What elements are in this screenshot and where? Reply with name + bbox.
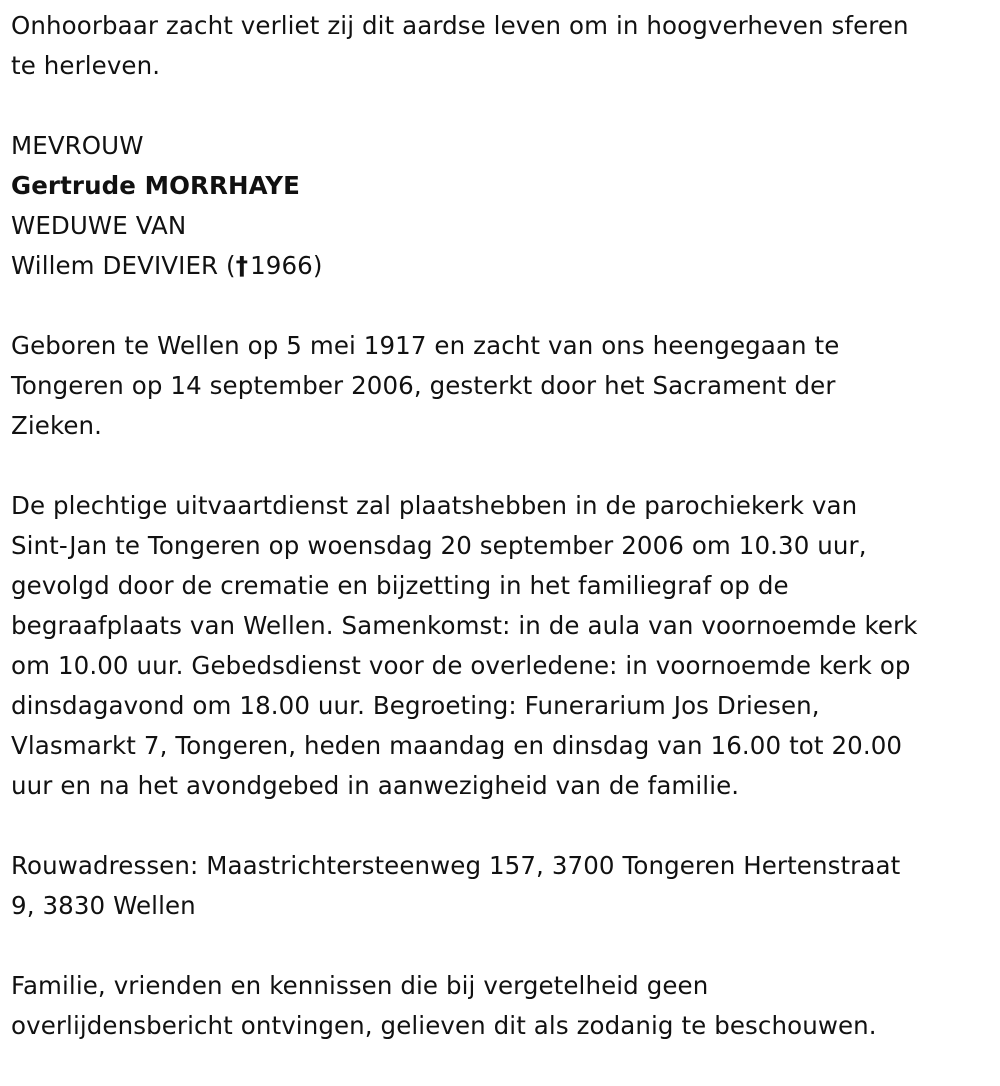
funeral-paragraph: [11, 486, 988, 806]
relation-label: WEDUWE VAN: [11, 211, 187, 240]
funeral-line: Vlasmarkt 7, Tongeren, heden maandag en dinsdag van 16.00 tot 20.00: [11, 731, 903, 760]
deceased-header: [11, 126, 988, 286]
funeral-line: uur en na het avondgebed in aanwezigheid van de familie.: [11, 771, 740, 800]
deceased-name: Gertrude MORRHAYE: [11, 171, 300, 200]
address-line: Rouwadressen: Maastrichtersteenweg 157, 3700 Tongeren Hertenstraat: [11, 851, 901, 880]
birth-death-line: Geboren te Wellen op 5 mei 1917 en zacht van ons heengegaan te: [11, 331, 840, 360]
closing-line: overlijdensbericht ontvingen, gelieven dit als zodanig te beschouwen.: [11, 1011, 877, 1040]
birth-death-line: Tongeren op 14 september 2006, gesterkt door het Sacrament der: [11, 371, 836, 400]
paragraph-gap: [11, 926, 988, 966]
funeral-line: Sint-Jan te Tongeren op woensdag 20 september 2006 om 10.30 uur,: [11, 531, 867, 560]
spouse-death-year: 1966): [250, 251, 323, 280]
cross-icon: †: [235, 251, 249, 280]
paragraph-gap: [11, 806, 988, 846]
closing-paragraph: [11, 966, 988, 1046]
intro-paragraph: [11, 6, 988, 86]
intro-line: te herleven.: [11, 51, 161, 80]
funeral-line: begraafplaats van Wellen. Samenkomst: in de aula van voornoemde kerk: [11, 611, 918, 640]
paragraph-gap: [11, 86, 988, 126]
intro-line: Onhoorbaar zacht verliet zij dit aardse leven om in hoogverheven sferen: [11, 11, 909, 40]
address-line: 9, 3830 Wellen: [11, 891, 196, 920]
spouse-line: [11, 246, 988, 286]
funeral-line: De plechtige uitvaartdienst zal plaatshebben in de parochiekerk van: [11, 491, 858, 520]
paragraph-gap: [11, 286, 988, 326]
paragraph-gap: [11, 446, 988, 486]
addresses-paragraph: [11, 846, 988, 926]
closing-line: Familie, vrienden en kennissen die bij vergetelheid geen: [11, 971, 709, 1000]
birth-death-line: Zieken.: [11, 411, 103, 440]
funeral-line: dinsdagavond om 18.00 uur. Begroeting: Funerarium Jos Driesen,: [11, 691, 820, 720]
funeral-line: om 10.00 uur. Gebedsdienst voor de overledene: in voornoemde kerk op: [11, 651, 911, 680]
honorific: MEVROUW: [11, 131, 144, 160]
funeral-line: gevolgd door de crematie en bijzetting in het familiegraf op de: [11, 571, 789, 600]
spouse-name: Willem DEVIVIER (: [11, 251, 236, 280]
birth-death-paragraph: [11, 326, 988, 446]
